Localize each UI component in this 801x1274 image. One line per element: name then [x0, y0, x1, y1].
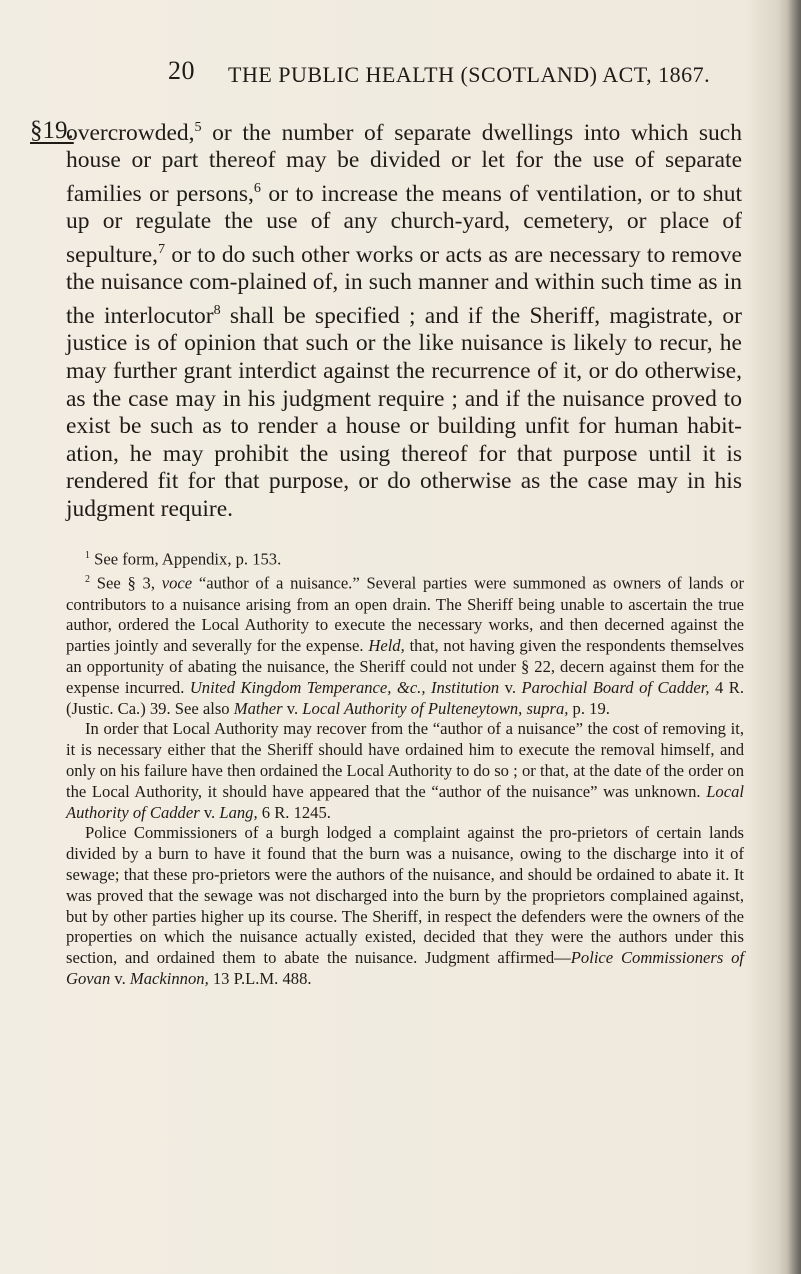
footnote-1: $^1$ See form, Appendix, p. 153. — [85, 549, 282, 569]
statute-paragraph: overcrowded,$^5$ or the number of separate dwellings into which such house or part thereof may be divided or let for the use of separate families or persons,$^6$ or to increase the means of ventilation, or to shut up or regulate the use of any church-yard, cemetery, or place of sepulture,$^7$ or to do such other works or acts as are necessary to remove the nuisance com-plained of, in such manner and within such time as in the interlocutor$^8$ shall be specified ; and if the Sheriff, magistrate, or justice is of opinion that such or the like nuisance is likely to recur, he may further grant interdict against the recurrence of it, or do otherwise, as the case may in his judgment require ; and if the nuisance proved to exist be such as to render a house or building unfit for human habit-ation, he may prohibit the using thereof for that purpose until it is rendered fit for that purpose, or do otherwise as the case may in his judgment require. — [66, 119, 742, 523]
page-edge-shadow — [787, 0, 801, 1274]
statute-text — [66, 114, 742, 524]
footnote-ref: 5 — [194, 119, 202, 135]
footnote-2: $^2$ See § 3, voce “author of a nuisance.” Several parties were summoned as owners of lands or contributors to a nuisance arising from an open drain. The Sheriff being unable to ascertain the true author, ordered the Local Authority to execute the necessary works, and then decerned against the parties jointly and severally for the expense. Held, that, not having given the respondents themselves an opportunity of abating the nuisance, the Sheriff could not under § 22, decern against them for the expense incurred. United Kingdom Temperance, &c., Institution v. Parochial Board of Cadder, 4 R. (Justic. Ca.) 39. See also Mather v. Local Authority of Pulteneytown, supra, p. 19. — [66, 573, 745, 718]
section-marker: §19. — [30, 117, 74, 144]
page-number: 20 — [168, 56, 195, 85]
footnote-ref: 7 — [158, 241, 166, 258]
footnote-ref: 8 — [213, 302, 221, 319]
footnotes — [66, 546, 744, 990]
note-paragraph-cadder: In order that Local Authority may recover from the “author of a nuisance” the cost of removing it, it is necessary either that the Sheriff should have ordained him to execute the removal himself, and only on his failure have then ordained the Local Authority to do so ; or that, at the date of the order on the Local Authority, it should have appeared that the “author of the nuisance” was unknown. Local Authority of Cadder v. Lang, 6 R. 1245. — [66, 719, 744, 822]
note-paragraph-govan: Police Commissioners of a burgh lodged a complaint against the pro-prietors of certain lands divided by a burn to have it found that the burn was a nuisance, owing to the discharge into it of sewage; that these pro-prietors were the authors of the nuisance, and should be ordained to abate it. It was proved that the sewage was not discharged into the burn by the proprietors complained against, but by other parties higher up its course. The Sheriff, in respect the defenders were the owners of the properties on which the nuisance actually existed, decided that they were the authors under this section, and ordained them to abate the nuisance. Judgment affirmed—Police Commissioners of Govan v. Mackinnon, 13 P.L.M. 488. — [66, 823, 744, 988]
running-head: THE PUBLIC HEALTH (SCOTLAND) ACT, 1867. — [228, 62, 711, 87]
footnote-ref: 6 — [253, 180, 261, 197]
